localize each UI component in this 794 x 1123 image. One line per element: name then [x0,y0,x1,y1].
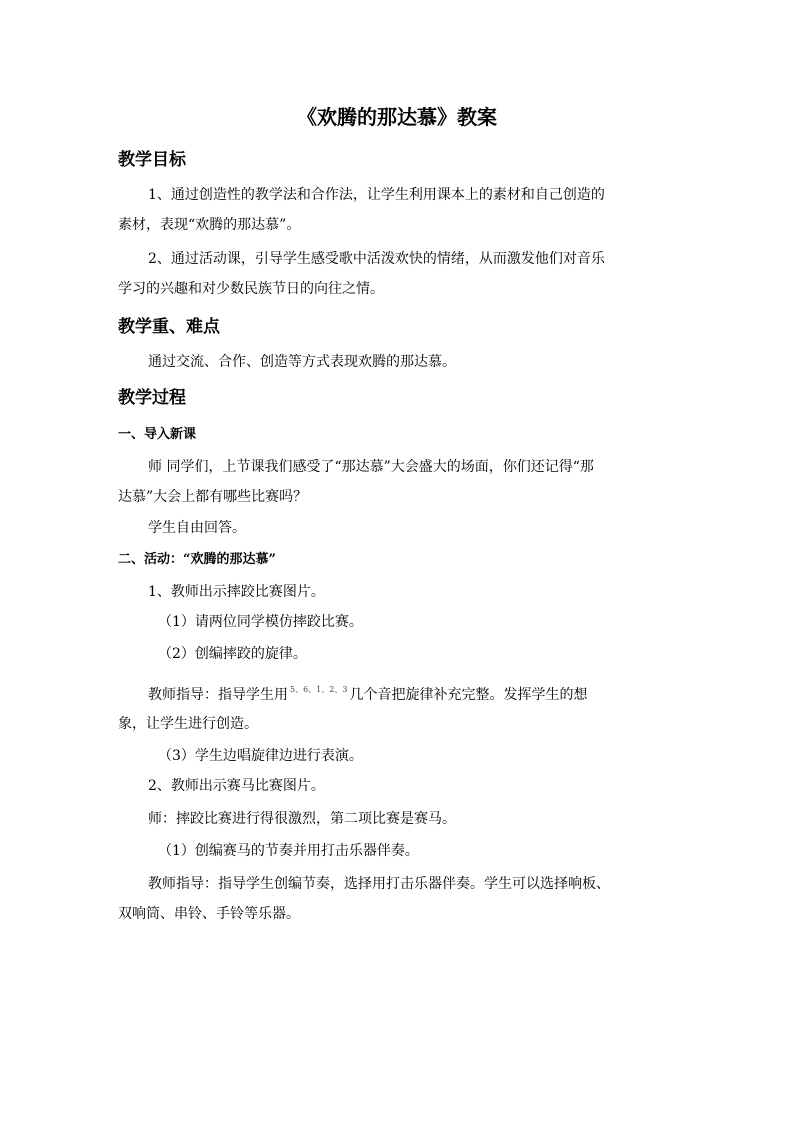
music-notes: 5、6、1、2、3 [290,685,348,694]
part-2-line-10: 教师指导：指导学生创编节奏，选择用打击乐器伴奏。学生可以选择响板、 [148,876,610,892]
part-2-heading: 二、活动：“欢腾的那达慕” [118,552,276,567]
part-2-line-2: （1）请两位同学模仿摔跤比赛。 [158,614,363,630]
part-2-line-3: （2）创编摔跤的旋律。 [158,646,307,662]
goal-1-line-1: 1、通过创造性的教学法和合作法，让学生利用课本上的素材和自己创造的 [148,187,605,203]
part-2-line-8: 师：摔跤比赛进行得很激烈，第二项比赛是赛马。 [148,811,456,827]
section-heading-goals: 教学目标 [118,150,186,170]
part-2-line-11: 双响筒、串铃、手铃等乐器。 [118,906,300,922]
part-2-line-4 [148,681,676,704]
part-1-line-3: 学生自由回答。 [148,520,246,536]
part-2-line-7: 2、教师出示赛马比赛图片。 [148,778,325,794]
part-1-line-2: 达慕”大会上都有哪些比赛吗？ [118,489,308,505]
part-1-heading: 一、导入新课 [118,427,197,442]
document-title: 《欢腾的那达慕》教案 [297,105,497,129]
part-2-line-4-pre: 教师指导：指导学生用 [148,687,288,703]
part-2-line-5: 象，让学生进行创造。 [118,716,258,732]
focus-paragraph: 通过交流、合作、创造等方式表现欢腾的那达慕。 [148,354,456,370]
part-2-line-9: （1）创编赛马的节奏并用打击乐器伴奏。 [158,843,419,859]
section-heading-process: 教学过程 [118,388,186,408]
part-1-line-1: 师 同学们，上节课我们感受了“那达慕”大会盛大的场面，你们还记得“那 [148,459,594,475]
part-2-line-1: 1、教师出示摔跤比赛图片。 [148,584,325,600]
section-heading-focus: 教学重、难点 [118,317,220,337]
part-2-line-4-post: 几个音把旋律补充完整。发挥学生的想 [349,687,588,703]
goal-2-line-2: 学习的兴趣和对少数民族节日的向往之情。 [118,281,384,297]
part-2-line-6: （3）学生边唱旋律边进行表演。 [158,748,363,764]
goal-2-line-1: 2、通过活动课，引导学生感受歌中活泼欢快的情绪，从而激发他们对音乐 [148,251,605,267]
goal-1-line-2: 素材，表现“欢腾的那达慕”。 [118,217,301,233]
